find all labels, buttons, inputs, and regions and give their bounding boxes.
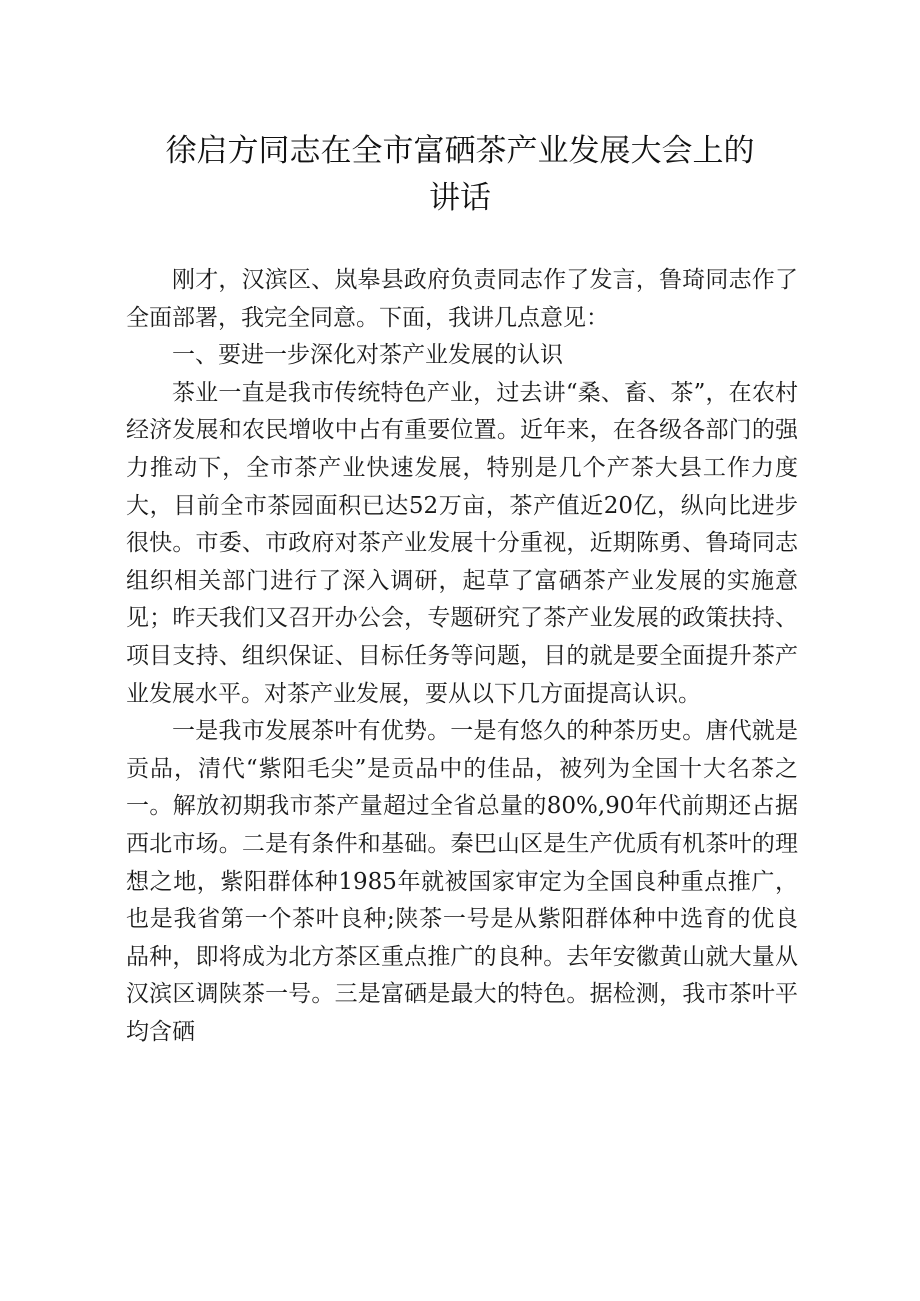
paragraph-intro: 刚才，汉滨区、岚皋县政府负责同志作了发言，鲁琦同志作了全面部署，我完全同意。下面，我讲几点意见：	[126, 267, 798, 331]
document-body	[126, 262, 798, 1051]
paragraph-advantages: 一是我市发展茶叶有优势。一是有悠久的种茶历史。唐代就是贡品，清代“紫阳毛尖”是贡品中的佳品，被列为全国十大名茶之一。解放初期我市茶产量超过全省总量的80%,90年代前期还占据西北市场。二是有条件和基础。秦巴山区是生产优质有机茶叶的理想之地，紫阳群体种1985年就被国家审定为全国良种重点推广，也是我省第一个茶叶良种;陕茶一号是从紫阳群体种中选育的优良品种，即将成为北方茶区重点推广的良种。去年安徽黄山就大量从汉滨区调陕茶一号。三是富硒是最大的特色。据检测，我市茶叶平均含硒	[126, 718, 798, 1045]
document-title-line-2: 讲话	[429, 180, 491, 216]
section-heading-1: 一、要进一步深化对茶产业发展的认识	[172, 342, 563, 369]
document-title-line-1: 徐启方同志在全市富硒茶产业发展大会上的	[165, 133, 755, 169]
document-title	[100, 128, 820, 222]
paragraph-industry-overview: 茶业一直是我市传统特色产业，过去讲“桑、畜、茶”，在农村经济发展和农民增收中占有重要位置。近年来，在各级各部门的强力推动下，全市茶产业快速发展，特别是几个产茶大县工作力度大，目前全市茶园面积已达52万亩，茶产值近20亿，纵向比进步很快。市委、市政府对茶产业发展十分重视，近期陈勇、鲁琦同志组织相关部门进行了深入调研，起草了富硒茶产业发展的实施意见；昨天我们又召开办公会，专题研究了茶产业发展的政策扶持、项目支持、组织保证、目标任务等问题，目的就是要全面提升茶产业发展水平。对茶产业发展，要从以下几方面提高认识。	[126, 379, 798, 707]
